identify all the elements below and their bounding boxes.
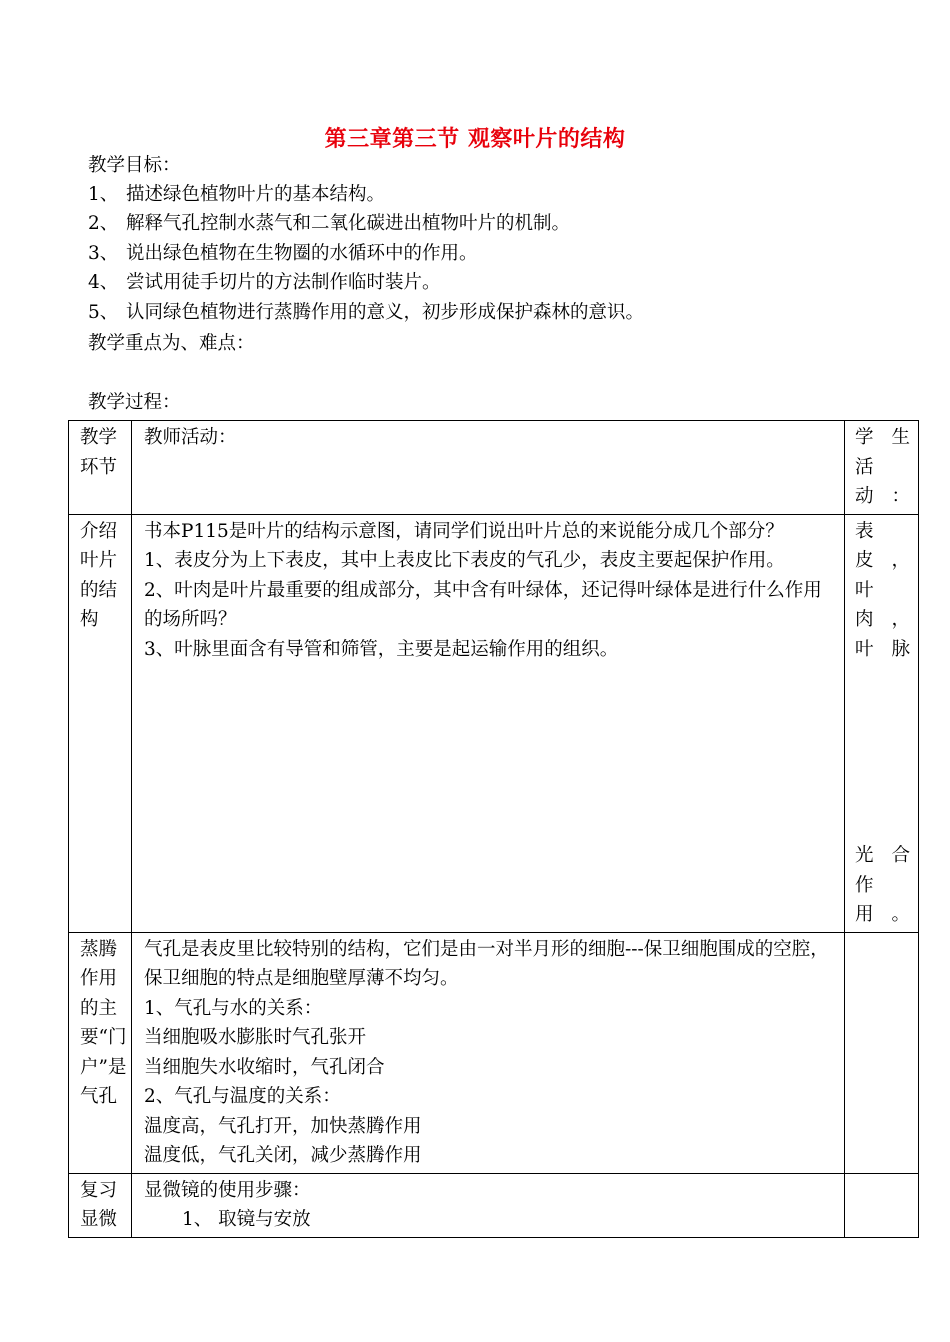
- lesson-process-table: [68, 420, 919, 1238]
- spacer: [855, 664, 910, 841]
- objective-text: 说出绿色植物在生物圈的水循环中的作用。: [126, 243, 478, 264]
- stage-cell: 介绍叶片的结构: [69, 514, 132, 932]
- objective-text: 解释气孔控制水蒸气和二氧化碳进出植物叶片的机制。: [126, 213, 571, 234]
- objective-text: 认同绿色植物进行蒸腾作用的意义，初步形成保护森林的意识。: [126, 302, 645, 323]
- activity-line: 2、叶肉是叶片最重要的组成部分，其中含有叶绿体，还记得叶绿体是进行什么作用的场所吗？: [144, 579, 822, 630]
- page-title: 第三章第三节 观察叶片的结构: [324, 126, 626, 152]
- objective-text: 描述绿色植物叶片的基本结构。: [126, 184, 386, 205]
- activity-line: 1、气孔与水的关系：: [144, 997, 323, 1019]
- activity-line: 温度高，气孔打开，加快蒸腾作用: [144, 1115, 422, 1137]
- student-activity-text: 表皮，叶肉，叶脉: [855, 520, 910, 660]
- process-heading: 教学过程：: [88, 392, 181, 413]
- objective-item: [88, 242, 478, 266]
- table-row: [69, 514, 919, 932]
- table-row: [69, 932, 919, 1173]
- teacher-activity-cell: [132, 514, 845, 932]
- student-activity-text: 光合作用。: [855, 845, 910, 925]
- header-student-activity: 学生活动：: [845, 421, 919, 515]
- objective-number: 5、: [88, 302, 119, 323]
- student-activity-cell: [845, 932, 919, 1173]
- objective-number: 1、: [88, 184, 119, 205]
- objective-item: [88, 301, 644, 325]
- activity-line: 2、气孔与温度的关系：: [144, 1086, 341, 1107]
- stage-cell: 复习显微: [69, 1173, 132, 1237]
- stage-cell: 蒸腾作用的主要“门户”是气孔: [69, 932, 132, 1173]
- objective-item: [88, 271, 441, 295]
- activity-line: 当细胞失水收缩时，气孔闭合: [144, 1056, 385, 1078]
- key-points-heading: 教学重点为、难点：: [88, 333, 255, 354]
- activity-line: 3、叶脉里面含有导管和筛管，主要是起运输作用的组织。: [144, 638, 619, 660]
- student-activity-cell: [845, 514, 919, 932]
- objective-number: 3、: [88, 243, 119, 264]
- activity-line: 1、表皮分为上下表皮，其中上表皮比下表皮的气孔少，表皮主要起保护作用。: [144, 550, 785, 571]
- activity-line: 当细胞吸水膨胀时气孔张开: [144, 1027, 367, 1048]
- table-header-row: [69, 421, 919, 515]
- objective-item: [88, 212, 570, 236]
- activity-line: 温度低，气孔关闭，减少蒸腾作用: [144, 1145, 422, 1166]
- objective-text: 尝试用徒手切片的方法制作临时装片。: [126, 272, 441, 293]
- objective-number: 2、: [88, 213, 119, 234]
- activity-line: 显微镜的使用步骤：: [144, 1179, 311, 1201]
- activity-line: 书本P115是叶片的结构示意图，请同学们说出叶片总的来说能分成几个部分？: [144, 520, 784, 542]
- teacher-activity-cell: [132, 932, 845, 1173]
- objective-item: [88, 183, 385, 207]
- activity-line: 气孔是表皮里比较特别的结构，它们是由一对半月形的细胞---保卫细胞围成的空腔，保卫细胞的特点是细胞壁厚薄不均匀。: [144, 938, 829, 989]
- header-stage: 教学环节: [69, 421, 132, 515]
- table-row: [69, 1173, 919, 1237]
- activity-step: 1、 取镜与安放: [182, 1209, 311, 1230]
- header-teacher-activity: 教师活动：: [132, 421, 845, 515]
- teacher-activity-cell: [132, 1173, 845, 1237]
- objectives-heading: 教学目标：: [88, 155, 181, 176]
- objective-number: 4、: [88, 272, 119, 293]
- student-activity-cell: [845, 1173, 919, 1237]
